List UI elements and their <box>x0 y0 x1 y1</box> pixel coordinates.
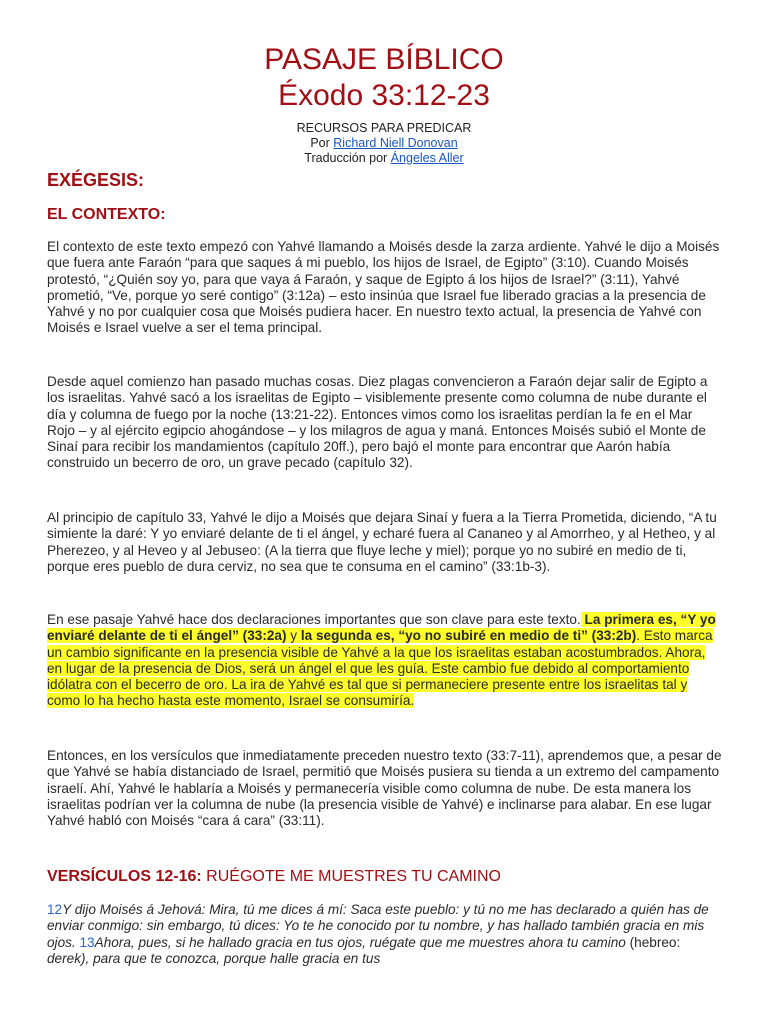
translator-link[interactable]: Ángeles Aller <box>390 151 464 165</box>
p4-highlight-rest: . Esto marca un cambio significante en la presencia visible de Yahvé a la que los israelitas estaban acostumbrados. Ahora, en lugar de la presencia de Dios, será un ángel el que les guía. Este cambio fue debido al comportamiento idólatra con el becerro de oro. La ira de Yahvé es tal que si permaneciere presente entre los israelitas tal y como lo ha hecho hasta este momento, Israel se consumiría. <box>47 628 713 709</box>
paragraph-2: Desde aquel comienzo han pasado muchas cosas. Diez plagas convencieron a Faraón dejar salir de Egipto a los israelitas. Yahvé sacó a los israelitas de Egipto – visiblemente presente como columna de nube durante el día y columna de fuego por la noche (13:21-22). Entonces vimos como los israelitas perdían la fe en el Mar Rojo – y al ejército egipcio ahogándose – y los milagros de agua y maná. Entonces Moisés subió el Monte de Sinaí para recibir los mandamientos (capítulo 20ff.), pero bajó el monte para encontrar que Aarón había construido un becerro de oro, un grave pecado (capítulo 32). <box>47 374 708 471</box>
verse-13-text-d: ), para que te conozca, porque halle gracia en tus <box>81 950 381 966</box>
author-prefix: Por <box>310 136 334 150</box>
p4-highlight-bold-1: La primera es, “Y yo enviaré delante de ti el ángel” (33:2a) <box>47 612 716 644</box>
context-heading: EL CONTEXTO: <box>47 206 166 223</box>
verse-number-13: 13 <box>79 934 95 950</box>
verses-heading <box>47 868 501 886</box>
verses-paragraph <box>47 902 723 967</box>
paragraph-1: El contexto de este texto empezó con Yahvé llamando a Moisés desde la zarza ardiente. Yahvé le dijo a Moisés que fuera ante Faraón “para que saques á mi pueblo, los hijos de Israel, de Egipto” (3:10). Cuando Moisés protestó, “¿Quién soy yo, para que vaya á Faraón, y saque de Egipto á los hijos de Israel?” (3:11), Yahvé prometió, “Ve, porque yo seré contigo” (3:12a) – esto insinúa que Israel fue liberado gracias a la presencia de Yahvé y no por cualquier cosa que Moisés pudiera hacer. En nuestro texto actual, la presencia de Yahvé con Moisés e Israel vuelve a ser el tema principal. <box>47 239 720 336</box>
p4-highlight-bold-2: la segunda es, “yo no subiré en medio de ti” (33:2b) <box>300 628 637 644</box>
paragraph-5: Entonces, en los versículos que inmediatamente preceden nuestro texto (33:7-11), aprendemos que, a pesar de que Yahvé se había distanciado de Israel, permitió que Moisés pusiera su tienda a un extremo del campamento israelí. Ahí, Yahvé le hablaría a Moisés y permanecería visible como columna de nube. De esta manera los israelitas podrían ver la columna de nube (la presencia visible de Yahvé) e inclinarse para alabar. En ese lugar Yahvé habló con Moisés “cara á cara” (33:11). <box>47 748 722 829</box>
translator-line <box>0 151 768 166</box>
verse-12-text: Y dijo Moisés á Jehová: Mira, tú me dices á mí: Saca este pueblo: y tú no me has declarado a quién has de enviar conmigo: sin embargo, tú dices: Yo te he conocido por tu nombre, y has hallado también gracia en mis ojos. <box>47 902 709 950</box>
p4-highlight-connector: y <box>286 628 301 644</box>
verses-heading-bold: VERSÍCULOS 12-16: <box>47 868 202 885</box>
verse-13-text-a: Ahora, pues, si he hallado gracia en tus ojos, ruégate que me muestres ahora tu camino <box>94 934 626 950</box>
verses-heading-rest: RUÉGOTE ME MUESTRES TU CAMINO <box>201 868 501 885</box>
exegesis-heading: EXÉGESIS: <box>47 170 145 190</box>
author-link[interactable]: Richard Niell Donovan <box>333 136 458 150</box>
page-subtitle: Éxodo 33:12-23 <box>278 79 490 112</box>
page-title: PASAJE BÍBLICO <box>264 43 504 76</box>
resources-label: RECURSOS PARA PREDICAR <box>296 121 472 135</box>
verse-13-text-c: derek <box>47 950 82 966</box>
p4-intro: En ese pasaje Yahvé hace dos declaraciones importantes que son clave para este texto. <box>47 612 581 627</box>
paragraph-4 <box>47 612 723 710</box>
translator-prefix: Traducción por <box>304 151 391 165</box>
author-line <box>0 136 768 151</box>
verse-13-text-b: (hebreo: <box>625 934 681 950</box>
paragraph-3: Al principio de capítulo 33, Yahvé le dijo a Moisés que dejara Sinaí y fuera a la Tierra Prometida, diciendo, “A tu simiente la daré: Y yo enviaré delante de ti el ángel, y echaré fuera al Cananeo y al Amorrheo, y al Hetheo, y al Pherezeo, y al Heveo y al Jebuseo: (A la tierra que fluye leche y miel); porque yo no subiré en medio de ti, porque eres pueblo de dura cerviz, no sea que te consuma en el camino” (33:1b-3). <box>47 510 717 574</box>
verse-number-12: 12 <box>47 902 63 917</box>
